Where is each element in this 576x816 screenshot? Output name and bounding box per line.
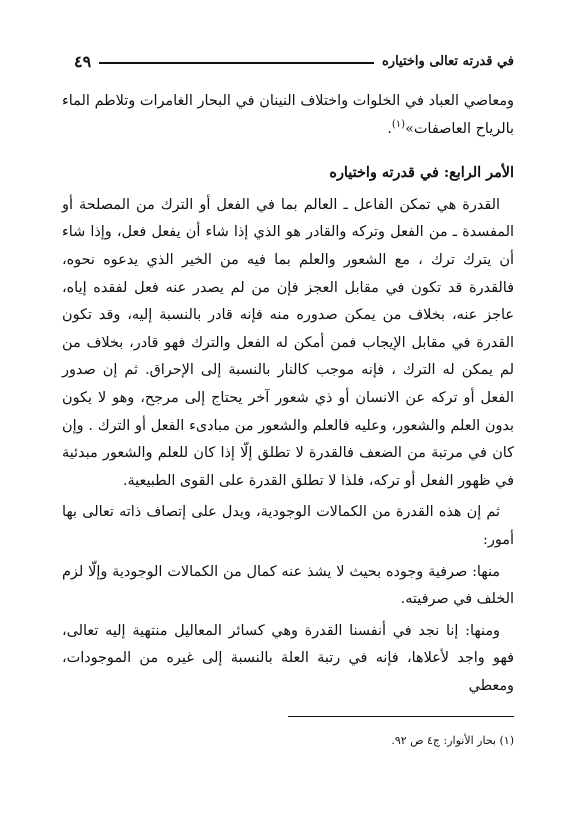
intro-paragraph (62, 88, 514, 143)
page-number: ٤٩ (74, 51, 92, 71)
footnote-rule (288, 716, 514, 717)
body-text (62, 88, 514, 700)
intro-end: . (387, 120, 392, 137)
paragraph-3: منها: صرفية وجوده بحيث لا يشذ عنه كمال من الكمالات الوجودية وإلّا لزم الخلف في صرفيته. (62, 563, 514, 608)
header-rule (99, 62, 374, 64)
paragraph-2: ثم إن هذه القدرة من الكمالات الوجودية، ويدل على إتصاف ذاته تعالى بها أمور: (62, 504, 514, 548)
header-title: في قدرته تعالى واختياره (382, 53, 514, 69)
section-heading: الأمر الرابع: في قدرته واختياره (329, 164, 514, 182)
footnote: (١) بحار الأنوار: ج٤ ص ٩٢. (391, 734, 514, 747)
paragraph-1: القدرة هي تمكن الفاعل ـ العالم بما في الفعل أو الترك من المصلحة أو المفسدة ـ من الفعل وتركه والقادر هو الذي إذا شاء أن يفعل فعل، وإذا شاء أن يترك ترك ، مع الشعور والعلم بما فيه من الخير الذي يدعوه نحوه، فالقدرة قد تكون في مقابل العجز فإن من لم يصدر عنه فعل لفقده إياه، عاجز عنه، بخلاف من يمكن صدوره منه فإنه قادر بالنسبة إليه، وقد تكون القدرة في مقابل الإيجاب فمن أمكن له الفعل والترك فهو قادر، بخلاف من لم يمكن له الترك ، فإنه موجب كالنار بالنسبة إلى الإحراق. ثم إن صدور الفعل أو تركه عن الانسان أو ذي شعور آخر يحتاج إلى مرجح، وهو لا يكون بدون العلم والشعور، وعليه فالعلم والشعور من مبادىء الفعل أو الترك . وإن كان في مرتبة من الضعف فالقدرة لا تطلق إلّا إذا كان للعلم والشعور مبدئية في ظهور الفعل أو تركه، فلذا لا تطلق القدرة على القوى الطبيعية. (62, 196, 514, 489)
running-header (74, 48, 514, 74)
paragraph-4: ومنها: إنا نجد في أنفسنا القدرة وهي كسائر المعاليل منتهية إليه تعالى، فهو واجد لأعلاها، فإنه في رتبة العلة بالنسبة إلى غيره من الموجودات، ومعطي (62, 622, 514, 694)
footnote-ref: (١) (391, 118, 406, 130)
intro-text: ومعاصي العباد في الخلوات واختلاف النينان في البحار الغامرات وتلاطم الماء بالرياح العاصفات» (62, 93, 514, 137)
